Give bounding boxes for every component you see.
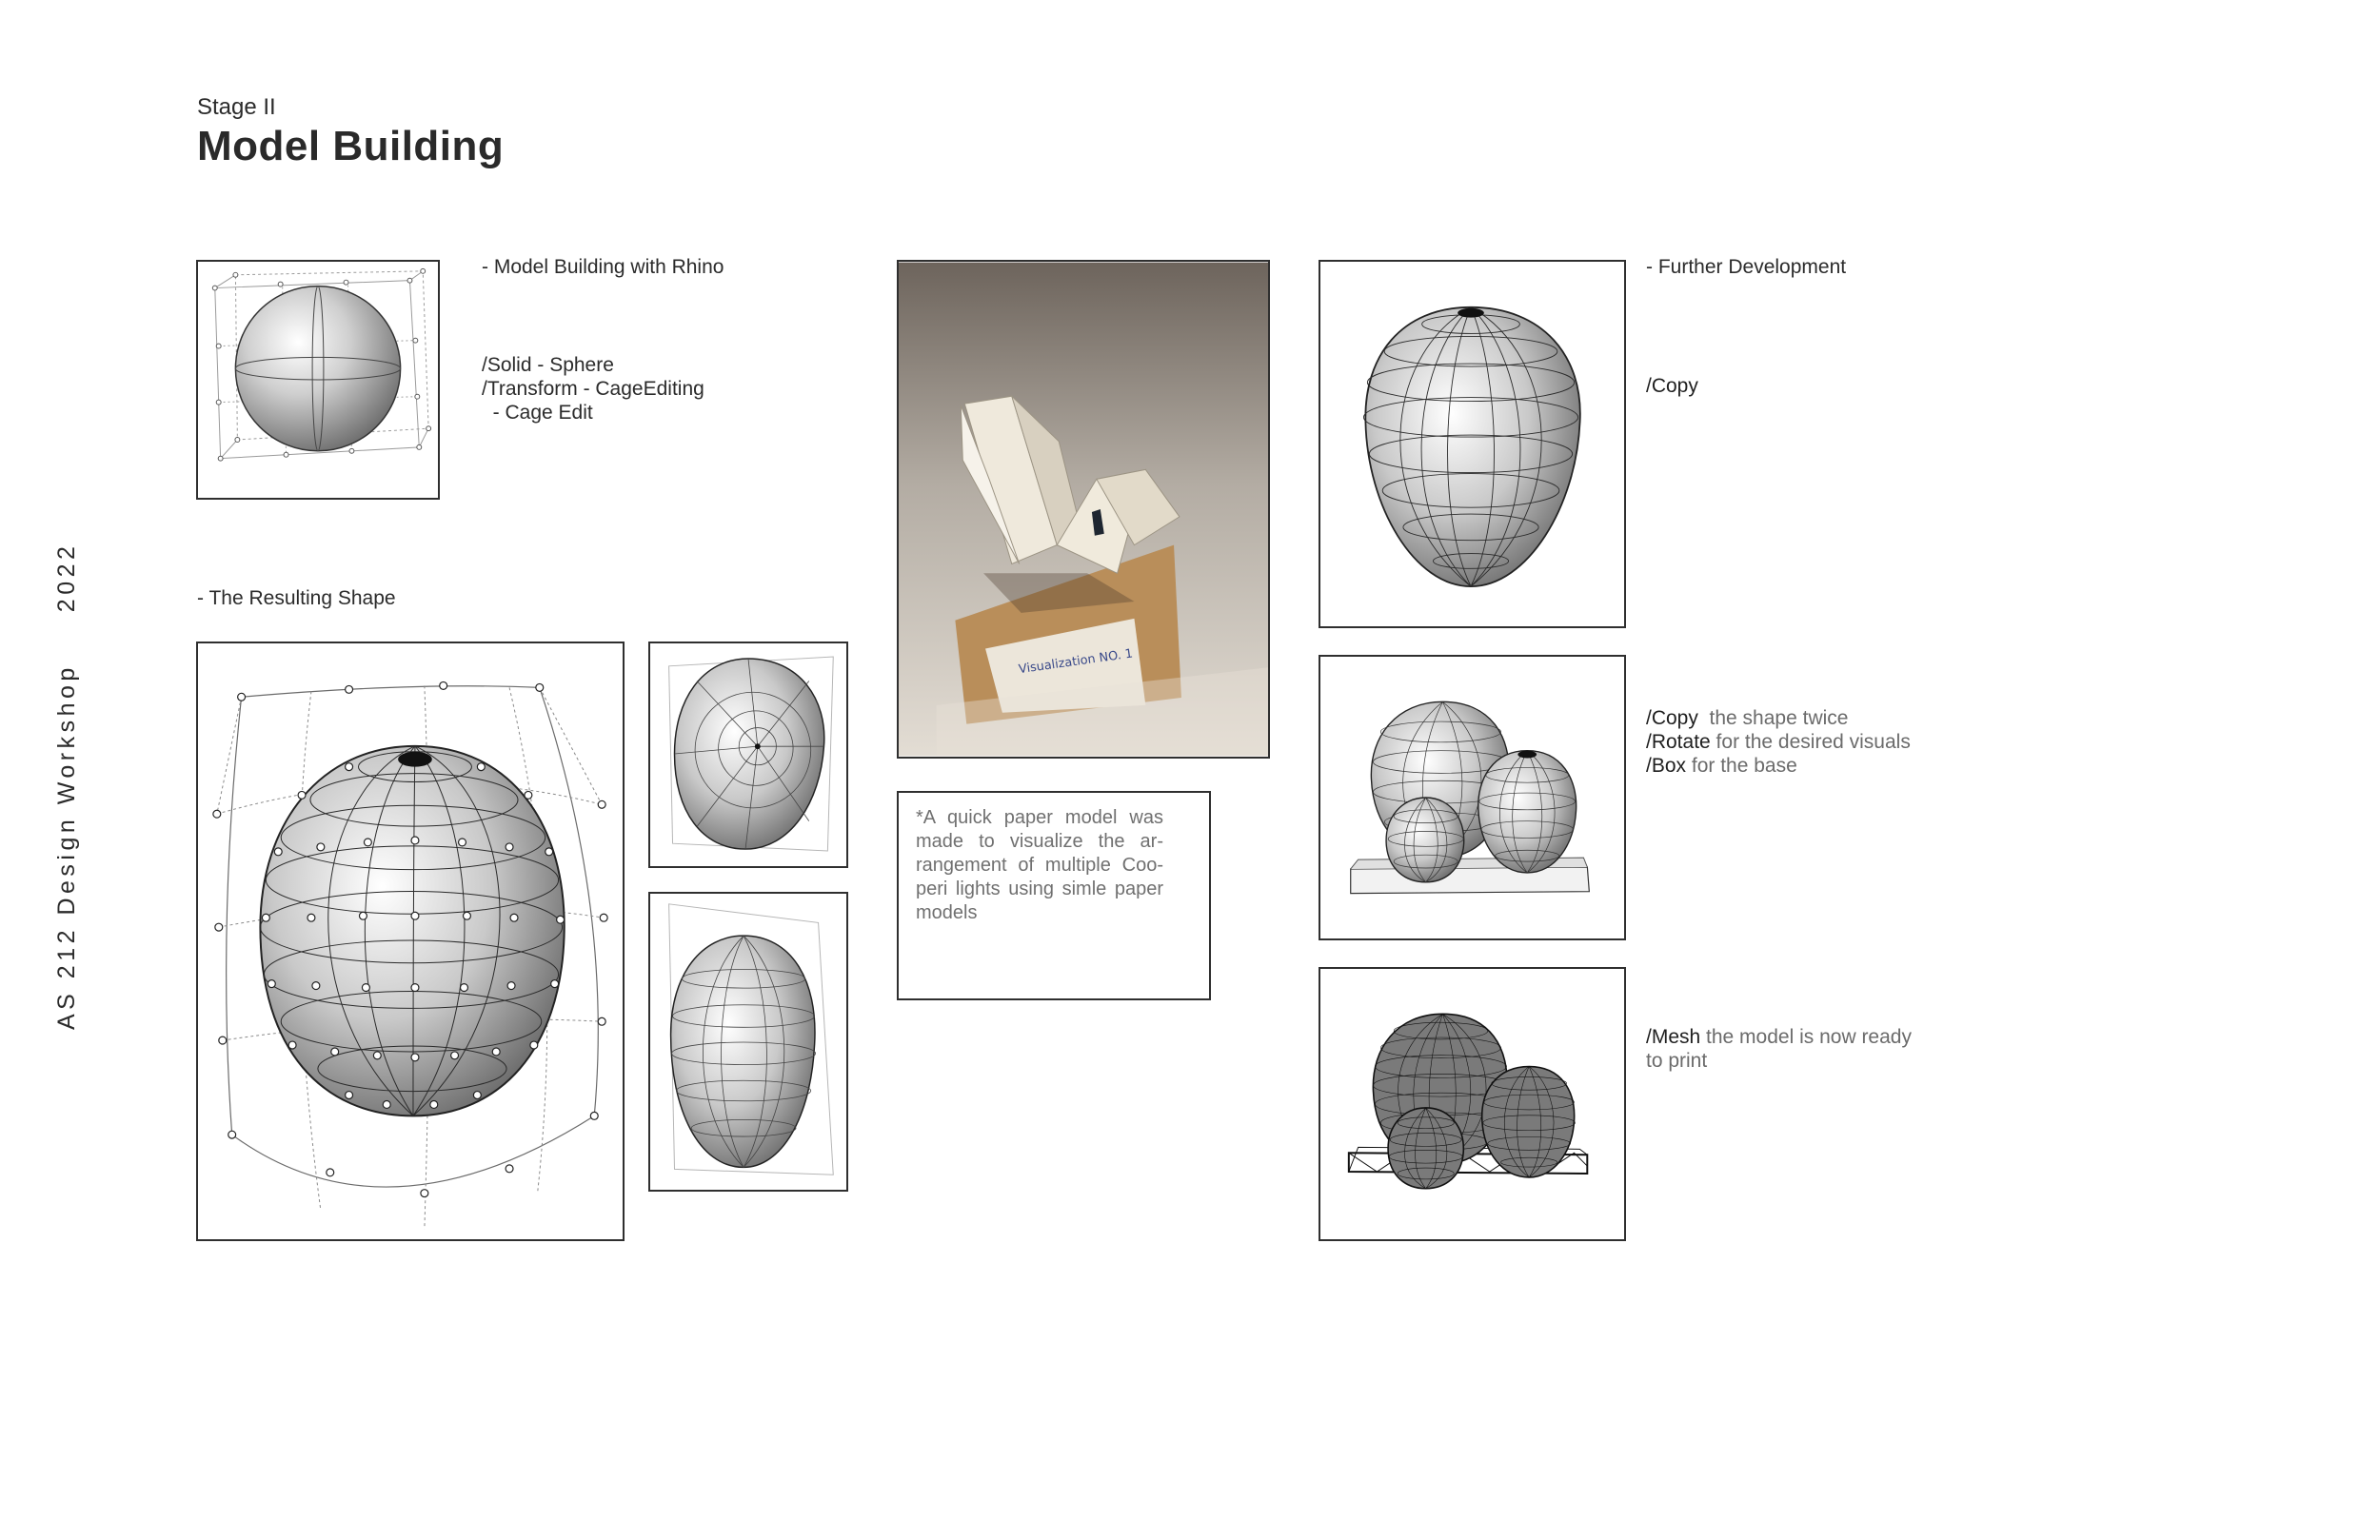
three-eggs-image bbox=[1319, 655, 1626, 940]
copy-label: /Copy bbox=[1646, 375, 1698, 397]
rhino-step-3: - Cage Edit bbox=[482, 402, 593, 424]
rhino-heading: - Model Building with Rhino bbox=[482, 256, 724, 278]
arrange-line-3 bbox=[1646, 754, 1797, 778]
sphere-cage-image bbox=[196, 260, 440, 500]
stage-label: Stage II bbox=[197, 94, 276, 120]
rhino-step-1: /Solid - Sphere bbox=[482, 354, 614, 376]
cage-edited-shape-image bbox=[196, 642, 625, 1241]
mesh-rest: the model is now ready bbox=[1700, 1026, 1912, 1048]
side-label bbox=[53, 543, 81, 1030]
mesh-line-2: to print bbox=[1646, 1050, 1708, 1072]
arrange-cmd-1: /Copy bbox=[1646, 707, 1698, 729]
arrange-rest-1: the shape twice bbox=[1697, 707, 1849, 729]
card-handwriting: Visualization NO. 1 bbox=[1018, 646, 1134, 678]
year-label: 2022 bbox=[53, 542, 80, 613]
rhino-step-2: /Transform - CageEditing bbox=[482, 378, 704, 400]
mesh-line-1 bbox=[1646, 1025, 1912, 1049]
arrange-cmd-3: /Box bbox=[1646, 755, 1687, 777]
top-view-image bbox=[648, 642, 848, 868]
result-heading: - The Resulting Shape bbox=[197, 587, 396, 609]
mesh-model-image bbox=[1319, 967, 1626, 1241]
arrange-cmd-2: /Rotate bbox=[1646, 731, 1711, 753]
page-title: Model Building bbox=[197, 123, 505, 169]
arrange-line-1 bbox=[1646, 706, 1848, 730]
single-egg-image bbox=[1319, 260, 1626, 628]
paper-model-note: *A quick paper model was made to visualize the ar-rangement of multiple Coo-peri lights using simle paper models bbox=[897, 791, 1211, 1000]
mesh-cmd: /Mesh bbox=[1646, 1026, 1701, 1048]
paper-model-photo bbox=[897, 260, 1270, 759]
course-label: AS 212 Design Workshop bbox=[53, 663, 80, 1030]
side-view-image bbox=[648, 892, 848, 1192]
arrange-rest-3: for the base bbox=[1686, 755, 1797, 777]
development-heading: - Further Development bbox=[1646, 256, 1847, 278]
arrange-rest-2: for the desired visuals bbox=[1710, 731, 1911, 753]
arrange-line-2 bbox=[1646, 730, 1911, 754]
